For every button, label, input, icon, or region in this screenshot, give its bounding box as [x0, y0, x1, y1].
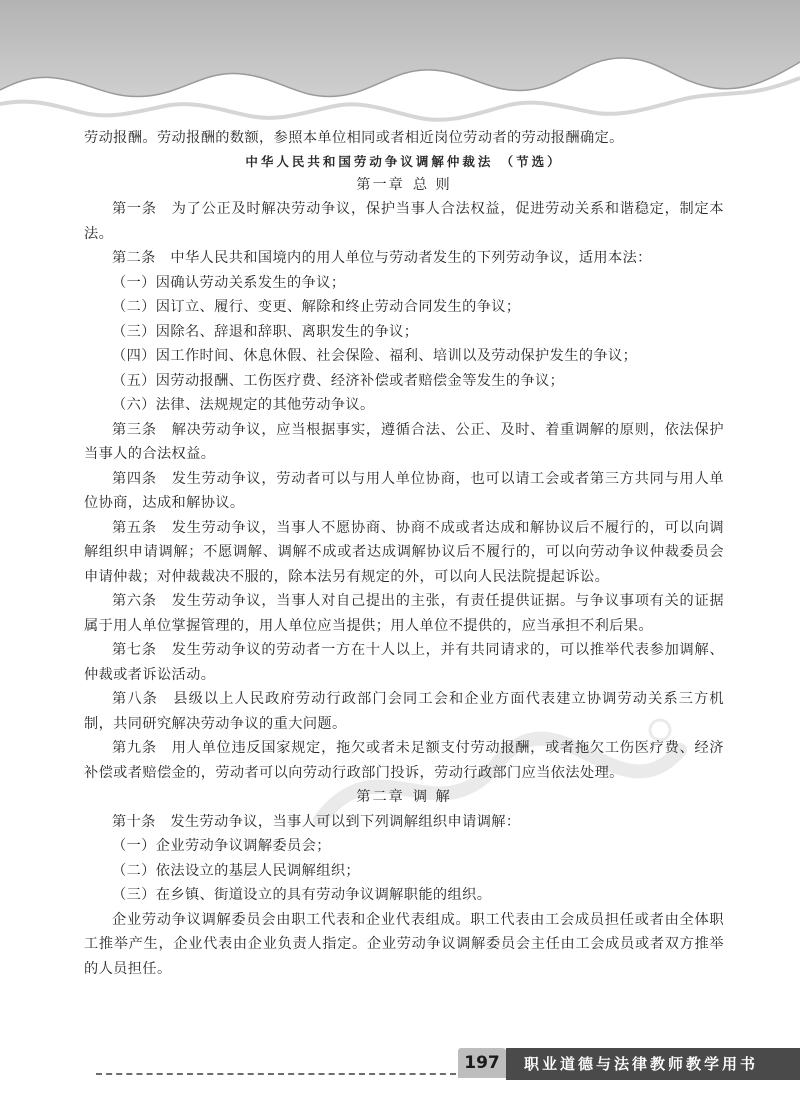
article-10-item: （二）依法设立的基层人民调解组织；	[112, 862, 360, 879]
article-10-tail: 企业劳动争议调解委员会由职工代表和企业代表组成。职工代表由工会成员担任或者由全体职工推举产生，企业代表由企业负责人指定。企业劳动争议调解委员会主任由工会成员或者双方推举的人员担任。	[84, 911, 724, 977]
law-title: 中华人民共和国劳动争议调解仲裁法 （节选）	[245, 153, 563, 169]
article-1: 第一条 为了公正及时解决劳动争议，保护当事人合法权益，促进劳动关系和谐稳定，制定本法。	[84, 201, 724, 242]
article-10: 第十条 发生劳动争议，当事人可以到下列调解组织申请调解：	[112, 813, 521, 830]
chapter-2-label: 第二章	[356, 789, 405, 805]
article-10-item: （一）企业劳动争议调解委员会；	[112, 838, 331, 854]
article-2: 第二条 中华人民共和国境内的用人单位与劳动者发生的下列劳动争议，适用本法：	[112, 250, 652, 266]
continuation-paragraph: 劳动报酬。劳动报酬的数额，参照本单位相同或者相近岗位劳动者的劳动报酬确定。	[84, 130, 624, 146]
article-3: 第三条 解决劳动争议，应当根据事实，遵循合法、公正、及时、着重调解的原则，依法保护当事人的合法权益。	[84, 421, 724, 462]
article-10-item: （三）在乡镇、街道设立的具有劳动争议调解职能的组织。	[112, 887, 492, 903]
document-body	[84, 126, 724, 981]
article-8: 第八条 县级以上人民政府劳动行政部门会同工会和企业方面代表建立协调劳动关系三方机制，共同研究解决劳动争议的重大问题。	[84, 691, 724, 732]
article-2-item: （一）因确认劳动关系发生的争议；	[112, 274, 346, 291]
article-2-item: （三）因除名、辞退和辞职、离职发生的争议；	[112, 323, 419, 340]
chapter-1-label: 第一章	[356, 176, 405, 193]
article-2-item: （六）法律、法规规定的其他劳动争议。	[112, 397, 375, 413]
page-number: 197	[458, 1048, 506, 1078]
article-4: 第四条 发生劳动争议，劳动者可以与用人单位协商，也可以请工会或者第三方共同与用人单位协商，达成和解协议。	[84, 470, 724, 511]
chapter-1-name: 总 则	[412, 176, 452, 193]
header-wave-decoration	[0, 0, 800, 140]
article-5: 第五条 发生劳动争议，当事人不愿协商、协商不成或者达成和解协议后不履行的，可以向调解组织申请调解；不愿调解、调解不成或者达成调解协议后不履行的，可以向劳动争议仲裁委员会申请仲裁；对仲裁裁决不服的，除本法另有规定的外，可以向人民法院提起诉讼。	[84, 519, 724, 585]
article-7: 第七条 发生劳动争议的劳动者一方在十人以上，并有共同请求的，可以推举代表参加调解、仲裁或者诉讼活动。	[84, 642, 724, 683]
article-9: 第九条 用人单位违反国家规定，拖欠或者未足额支付劳动报酬，或者拖欠工伤医疗费、经济补偿或者赔偿金的，劳动者可以向劳动行政部门投诉，劳动行政部门应当依法处理。	[84, 740, 724, 781]
chapter-2-name: 调 解	[412, 789, 452, 805]
page-footer	[0, 1040, 800, 1117]
article-2-item: （二）因订立、履行、变更、解除和终止劳动合同发生的争议；	[112, 299, 521, 315]
chapter-2-heading	[84, 785, 724, 810]
footer-dashed-rule	[96, 1073, 456, 1075]
chapter-1-heading	[84, 173, 724, 198]
book-title: 职业道德与法律教师教学用书	[524, 1055, 759, 1073]
article-2-item: （四）因工作时间、休息休假、社会保险、福利、培训以及劳动保护发生的争议；	[112, 348, 638, 364]
article-2-item: （五）因劳动报酬、工伤医疗费、经济补偿或者赔偿金等发生的争议；	[112, 372, 565, 389]
article-6: 第六条 发生劳动争议，当事人对自己提出的主张，有责任提供证据。与争议事项有关的证据属于用人单位掌握管理的，用人单位应当提供；用人单位不提供的，应当承担不利后果。	[84, 593, 724, 634]
